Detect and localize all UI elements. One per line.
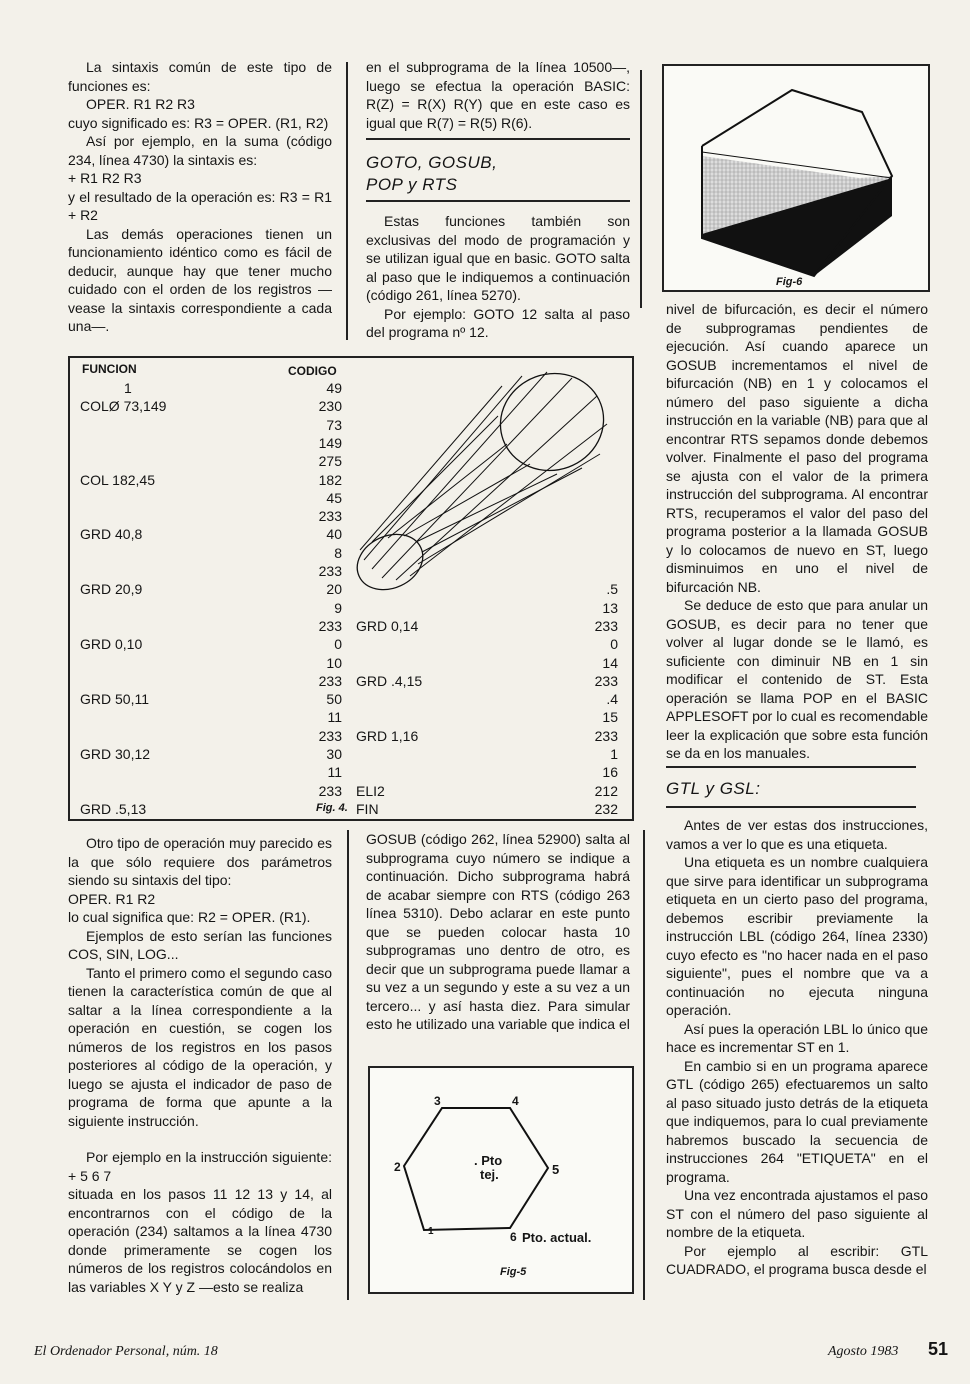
paragraph: + R1 R2 R3 xyxy=(68,170,142,186)
section-rule xyxy=(666,806,916,808)
paragraph: Se deduce de esto que para anular un GOSUB, es decir para no tener que volver al lugar donde se le llamó, es suficiente con diminuir NB en 1 sin modificar el contenido de ST. Esta operación se llama POP en el BASIC APPLESOFT por lo cual es recomendable leer la explicación que sobre esta función se da en los manuales. xyxy=(666,597,928,761)
table-code-cell: 1 xyxy=(610,746,618,762)
paragraph: Una vez encontrada ajustamos el paso ST con el número del paso siguiente al nombre de la etiqueta. xyxy=(666,1187,928,1240)
fig5-vertex-4: 4 xyxy=(512,1094,519,1108)
paragraph: GOSUB (código 262, línea 52900) salta al subprograma cuyo número se indique a continuación. Dicho subprograma habrá de acabar siempre con RTS (código 263 línea 5310). Debo aclarar en este punto que se pueden colocar hasta 10 subprogramas uno dentro de otro, es decir que un subprograma puede llamar a su vez a un segundo y este a su vez a un tercero... y así hasta diez. Para simular esto he utilizado una variable que indica el xyxy=(366,831,630,1032)
fig5-vertex-6: 6 xyxy=(510,1230,517,1244)
paragraph: situada en los pasos 11 12 13 y 14, al encontrarnos con el código de la operación (234) saltamos a la línea 4730 donde primeramente se cogen los números de los registros colocándolos en las variables X Y y Z —esto se realiza xyxy=(68,1186,332,1295)
table-code-cell: 40 xyxy=(326,526,342,543)
table-code-cell: 233 xyxy=(318,672,342,689)
paragraph: Ejemplos de esto serían las funciones COS, SIN, LOG... xyxy=(68,927,332,962)
col1-top-text xyxy=(68,58,332,336)
fig5-center-line: . Pto xyxy=(474,1153,503,1168)
table-code-cell: 11 xyxy=(327,764,342,781)
col2-top-text xyxy=(366,58,630,132)
table-code-cell: 73 xyxy=(326,416,342,433)
paragraph: Por ejemplo al escribir: GTL CUADRADO, el programa busca desde el xyxy=(666,1242,928,1277)
col2-goto-text xyxy=(366,212,630,342)
paragraph: En cambio si en un programa aparece GTL (código 265) efectuaremos un salto al paso situado justo detrás de la etiqueta que indiquemos, para lo cual previamente habremos buscado la secuencia de instrucciones 264 "ETIQUETA" en el programa. xyxy=(666,1057,928,1185)
table-code-cell: 14 xyxy=(602,654,618,671)
column-rule-1 xyxy=(346,62,348,340)
paragraph: y el resultado de la operación es: R3 = R1 + R2 xyxy=(68,188,332,223)
fig5-vertex-2: 2 xyxy=(394,1160,401,1174)
table-code-cell: 232 xyxy=(594,800,618,817)
figure-6 xyxy=(662,64,930,292)
footer-publication: El Ordenador Personal, núm. 18 xyxy=(34,1344,218,1359)
table-code-cell: 30 xyxy=(326,746,342,762)
figure-5 xyxy=(368,1066,634,1294)
table-code-cell: 230 xyxy=(318,398,342,415)
table-code-cell: 50 xyxy=(326,691,342,708)
table-code-cell: 0 xyxy=(334,636,342,653)
paragraph: lo cual significa que: R2 = OPER. (R1). xyxy=(68,909,311,925)
table-function-cell: GRD .5,13 xyxy=(80,800,147,817)
paragraph: Las demás operaciones tienen un funcionamiento idéntico como es fácil de deducir, aunque hay que tener mucho cuidado con el orden de los registros —vease la sintaxis correspondiente a cada una—. xyxy=(68,225,332,334)
fig5-vertex-1: 1 xyxy=(428,1226,434,1237)
table-code-cell: 49 xyxy=(326,380,342,396)
table-code-cell: 11 xyxy=(327,709,342,726)
table-code-cell: 20 xyxy=(326,581,342,598)
fig5-vertex-5: 5 xyxy=(552,1162,560,1177)
section-title-goto xyxy=(366,152,497,196)
section-title-line: GOTO, GOSUB, xyxy=(366,153,498,172)
table-code-cell: 9 xyxy=(334,599,342,616)
col2-bottom-text xyxy=(366,830,630,1034)
table-code-cell: 233 xyxy=(318,617,342,634)
table-function-cell: GRD 1,16 xyxy=(356,727,419,744)
table-function-cell: GRD 0,10 xyxy=(80,636,143,653)
table-function-cell: GRD 20,9 xyxy=(80,581,143,598)
table-code-cell: .5 xyxy=(606,581,618,598)
fig6-caption: Fig-6 xyxy=(776,276,803,288)
table-code-cell: 233 xyxy=(318,563,342,579)
paragraph: Otro tipo de operación muy parecido es la que sólo requiere dos parámetros siendo su sintaxis del tipo: xyxy=(68,835,332,888)
table-function-cell: GRD 0,14 xyxy=(356,617,419,634)
function-code-table xyxy=(68,356,634,821)
table-function-cell: ELI2 xyxy=(356,782,385,799)
fig5-center-line: tej. xyxy=(480,1167,499,1182)
table-code-cell: 10 xyxy=(326,654,342,671)
table-code-cell: 182 xyxy=(318,471,342,488)
table-code-cell: 233 xyxy=(318,727,342,744)
fig4-cone-drawing xyxy=(352,364,622,594)
fig4-caption: Fig. 4. xyxy=(316,802,348,814)
col3-mid-text xyxy=(666,300,928,763)
paragraph: nivel de bifurcación, es decir el número de subprogramas pendientes de ejecución. Así cuando aparece un GOSUB incrementamos el nivel de bifurcación (NB) en 1 y colocamos el número del paso siguiente a dicha instrucción en la variable (NB) para que al encontrar RTS sepamos donde debemos volver. Finalmente el paso del programa se ajusta con el valor de la primera instrucción del subprograma. Al encontrar RTS, recuperamos el valor del paso del programa posterior a la llamada GOSUB y lo colocamos de nuevo en ST, luego disminuimos en uno el nivel de bifurcación NB. xyxy=(666,301,928,595)
table-function-cell: 1 xyxy=(124,380,132,396)
paragraph: Por ejemplo en la instrucción siguiente: + 5 6 7 xyxy=(68,1149,332,1184)
column-rule-4 xyxy=(643,830,645,1300)
paragraph: en el subprograma de la línea 10500—, luego se efectua la operación BASIC: R(Z) = R(X) R(Y) que en este caso es igual que R(7) = R(5) R(6). xyxy=(366,59,630,131)
paragraph: cuyo significado es: R3 = OPER. (R1, R2) xyxy=(68,114,329,131)
paragraph: Una etiqueta es un nombre cualquiera que sirve para identificar un subprograma etiqueta en un cierto paso del programa, debemos escribir previamente la instrucción LBL (código 264, línea 2330) cuyo efecto es "no hacer nada en el paso siguiente", pues el nombre que va a continuación no ejecuta ninguna operación. xyxy=(666,854,928,1018)
footer-page-number: 51 xyxy=(928,1339,949,1359)
fig5-actual-label: Pto. actual. xyxy=(522,1230,592,1245)
paragraph: Así por ejemplo, en la suma (código 234, línea 4730) la sintaxis es: xyxy=(68,133,332,168)
table-code-cell: 15 xyxy=(602,709,618,726)
paragraph: Antes de ver estas dos instrucciones, vamos a ver lo que es una etiqueta. xyxy=(666,817,928,852)
table-header-funcion: FUNCION xyxy=(82,362,137,376)
footer-date: Agosto 1983 xyxy=(828,1344,899,1359)
table-code-cell: 233 xyxy=(594,727,618,744)
table-function-cell: COLØ 73,149 xyxy=(80,398,167,415)
table-code-cell: 233 xyxy=(318,782,342,799)
fig6-drawing xyxy=(664,66,928,290)
table-code-cell: 233 xyxy=(318,508,342,525)
col3-bottom-text xyxy=(666,816,928,1279)
section-title-gtl: GTL y GSL: xyxy=(666,779,761,798)
table-code-cell: .4 xyxy=(606,691,618,708)
paragraph: Tanto el primero como el segundo caso tienen la característica común de que al saltar a la línea correspondiente a la operación en cuestión, se cogen los números de los registros en los pasos posteriores al código de la operación, y luego se ajusta el indicador de paso de programa de forma que apunte a la siguiente instrucción. xyxy=(68,964,332,1129)
column-rule-2 xyxy=(640,70,642,308)
column-rule-3 xyxy=(347,830,349,1300)
table-function-cell: FIN xyxy=(356,800,379,817)
table-code-cell: 45 xyxy=(326,489,342,506)
paragraph: Así pues la operación LBL lo único que hace es incrementar ST en 1. xyxy=(666,1020,928,1055)
col1-bottom-text xyxy=(68,834,332,1296)
table-function-cell: GRD .4,15 xyxy=(356,672,423,689)
table-code-cell: 233 xyxy=(594,672,618,689)
section-rule xyxy=(366,138,630,140)
table-function-cell: GRD 50,11 xyxy=(80,691,149,708)
table-code-cell: 13 xyxy=(602,599,618,616)
fig5-center-label xyxy=(474,1154,502,1182)
section-rule xyxy=(366,200,630,202)
section-rule xyxy=(666,766,916,768)
table-function-cell: COL 182,45 xyxy=(80,471,155,488)
paragraph: La sintaxis común de este tipo de funciones es: xyxy=(68,59,332,94)
table-function-cell: GRD 30,12 xyxy=(80,746,151,762)
table-code-cell: 233 xyxy=(594,617,618,634)
paragraph: Por ejemplo: GOTO 12 salta al paso del programa nº 12. xyxy=(366,305,630,340)
fig5-vertex-3: 3 xyxy=(434,1094,441,1108)
fig5-caption: Fig-5 xyxy=(500,1266,527,1278)
table-code-cell: 149 xyxy=(318,434,342,451)
table-header-codigo: CODIGO xyxy=(288,364,337,378)
table-code-cell: 212 xyxy=(594,782,618,799)
paragraph: OPER. R1 R2 xyxy=(68,890,156,907)
table-code-cell: 275 xyxy=(318,453,342,470)
paragraph: Estas funciones también son exclusivas del modo de programación y se utilizan igual que en basic. GOTO salta al paso que le indiquemos a continuación (código 261, línea 5270). xyxy=(366,213,630,303)
section-title-line: POP y RTS xyxy=(366,175,458,194)
table-function-cell: GRD 40,8 xyxy=(80,526,143,543)
table-code-cell: 8 xyxy=(334,544,342,561)
table-code-cell: 16 xyxy=(602,764,618,781)
table-code-cell: 0 xyxy=(610,636,618,653)
paragraph: OPER. R1 R2 R3 xyxy=(86,96,195,112)
